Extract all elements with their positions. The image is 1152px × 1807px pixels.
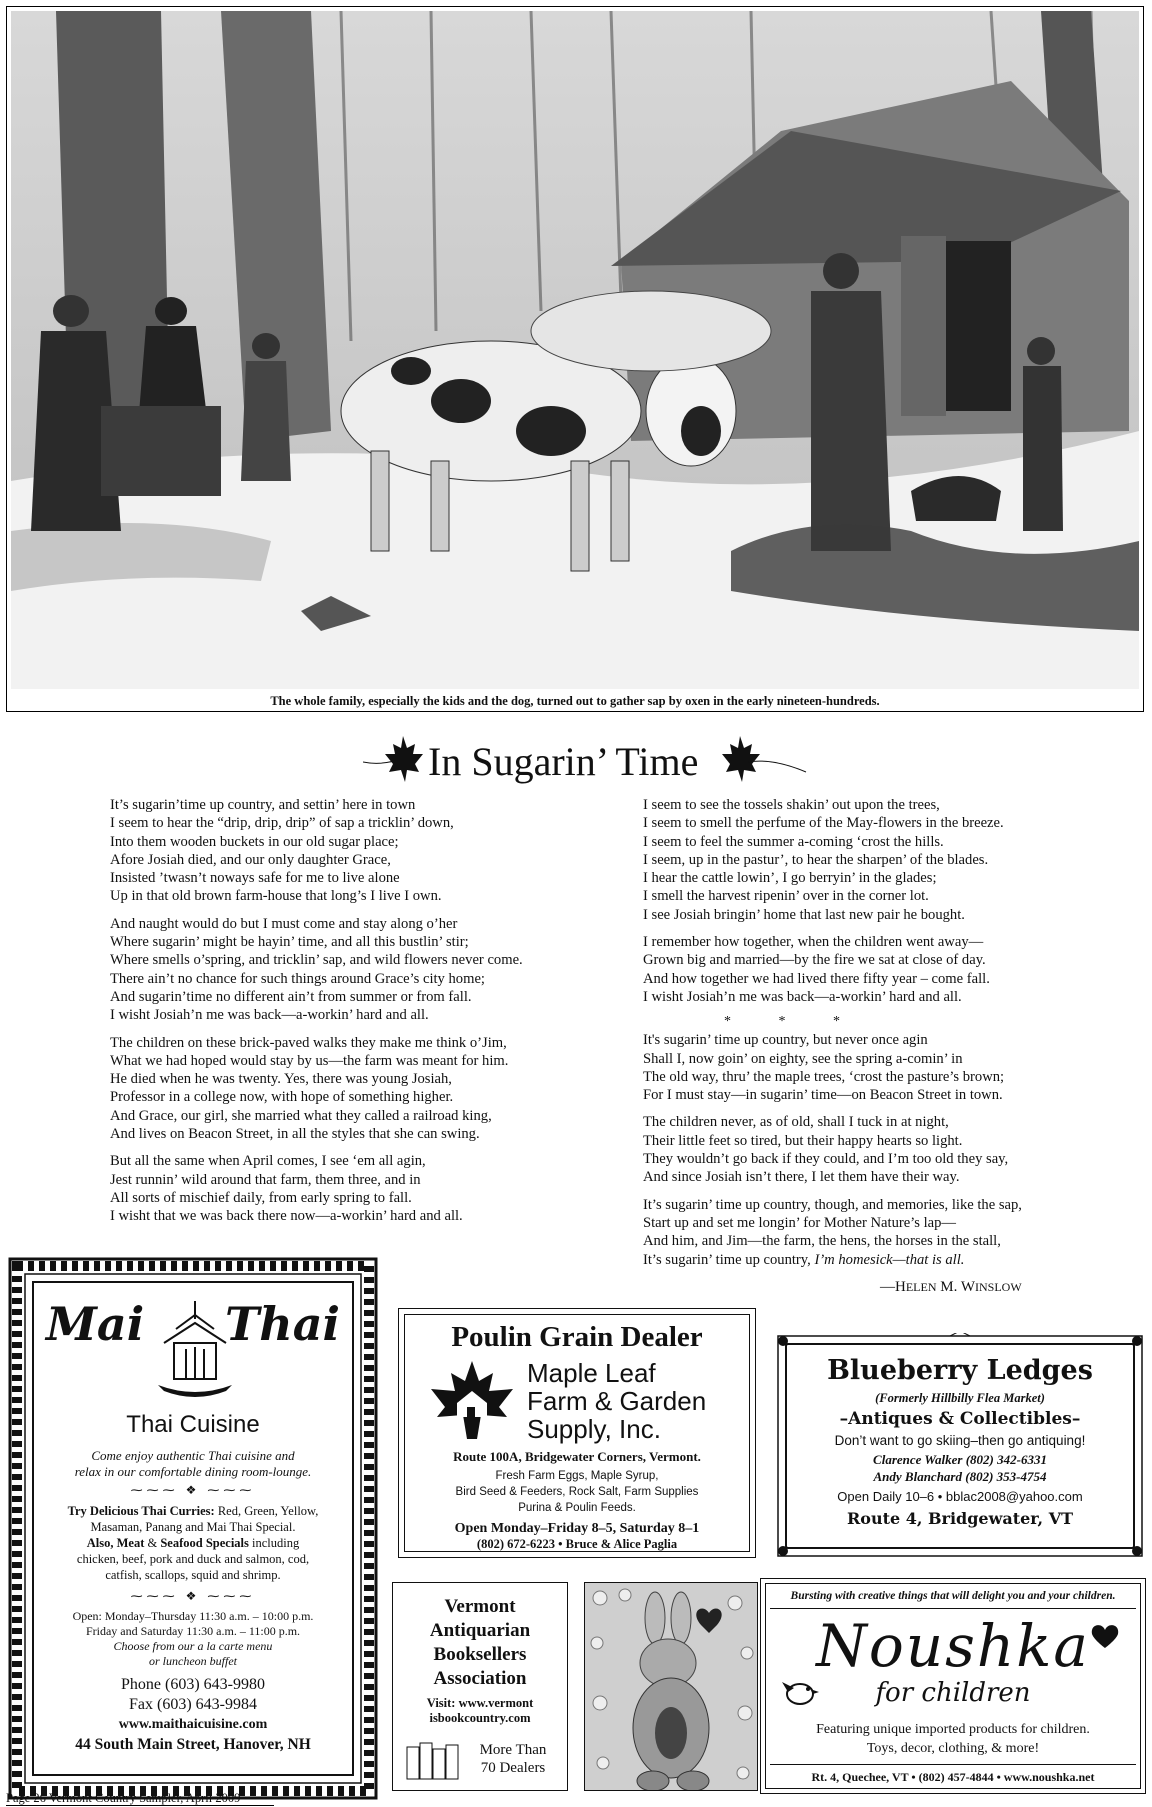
address: 44 South Main Street, Hanover, NH — [75, 1736, 311, 1753]
noushka-name: Noushka — [816, 1612, 1090, 1680]
poem-stanza — [643, 1031, 1103, 1104]
poem-line: Where smells o’spring, and tricklin’ sap, and wild flowers never come. — [110, 952, 523, 969]
desc-line: Toys, decor, clothing, & more! — [866, 1741, 1040, 1756]
farm-name-line: Supply, Inc. — [527, 1414, 661, 1444]
blueberry-tagline: Don’t want to go skiing–then go antiquing! — [834, 1433, 1086, 1448]
poem-line: Up in that old brown farm-house that long’s I live I own. — [110, 888, 442, 905]
maple-leaf-house-icon — [423, 1359, 521, 1443]
poem-line: I seem to hear the “drip, drip, drip” of sap a tricklin’ down, — [110, 815, 454, 832]
poem-title: In Sugarin’ Time — [428, 739, 699, 784]
poem-line: Afore Josiah died, and our only daughter Grace, — [110, 851, 391, 868]
dealer-line: More Than — [479, 1742, 547, 1758]
maple-leaf-icon — [718, 732, 808, 790]
blueberry-route: Route 4, Bridgewater, VT — [846, 1509, 1074, 1528]
poem-stanza — [110, 796, 630, 906]
poem-line: And lives on Beacon Street, in all the styles that she can swing. — [110, 1126, 480, 1143]
poem-stanza — [643, 933, 1103, 1006]
poulin-phone[interactable]: (802) 672-6223 • Bruce & Alice Paglia — [476, 1537, 678, 1551]
poem-line: I see Josiah bringin’ home that last new pair he bought. — [643, 906, 965, 923]
temple-icon — [136, 1299, 254, 1409]
poem-line: Grown big and married—by the fire we sat at close of day. — [643, 952, 986, 969]
divider-ornament: ⁓⁓⁓ ❖ ⁓⁓⁓ — [130, 1483, 256, 1497]
vaba-visit-line: isbookcountry.com — [429, 1711, 531, 1725]
mai-thai-subtitle: Thai Cuisine — [126, 1411, 260, 1438]
vaba-name-line: Vermont — [444, 1596, 516, 1617]
poem-line: The children on these brick-paved walks they make me think o’Jim, — [110, 1034, 507, 1051]
poem-column-right — [643, 796, 1103, 1278]
mai-thai-name-left: Mai — [46, 1297, 145, 1351]
poem-line: Where sugarin’ might be hayin’ time, and all this bustlin’ stir; — [110, 934, 469, 951]
vaba-name — [393, 1595, 567, 1691]
poem-line: I wisht Josiah’n me was back—a-workin’ hard and all. — [643, 988, 962, 1005]
poem-stanza — [643, 1113, 1103, 1186]
vaba-visit[interactable] — [393, 1696, 567, 1726]
photo-illustration — [11, 11, 1139, 689]
crochet-bunny-image — [584, 1582, 758, 1791]
noushka-description — [766, 1720, 1140, 1758]
maple-leaf-icon — [363, 732, 433, 790]
poem-line: I smell the harvest ripenin’ over in the corner lot. — [643, 888, 929, 905]
poem-line: It’s sugarin’ time up country, though, and memories, like the sap, — [643, 1196, 1022, 1213]
poem-line: The children never, as of old, shall I tuck in at night, — [643, 1114, 949, 1131]
poem-line: They wouldn’t go back if they could, and I’m too old they say, — [643, 1151, 1009, 1168]
poem-stanzas-b — [643, 1031, 1103, 1186]
menu-bold: Also, Meat — [86, 1536, 145, 1550]
blueberry-title: Blueberry Ledges — [827, 1355, 1093, 1386]
contact-line[interactable]: Clarence Walker (802) 342-6331 — [873, 1452, 1047, 1467]
hours-line: Choose from our a la carte menu — [113, 1639, 273, 1653]
divider-ornament: ⁓⁓⁓ ❖ ⁓⁓⁓ — [130, 1589, 256, 1603]
poulin-route: Route 100A, Bridgewater Corners, Vermont. — [453, 1449, 701, 1464]
poem-line: It’s sugarin’time up country, and settin’ here in town — [110, 797, 416, 813]
phone-number[interactable]: Phone (603) 643-9980 — [121, 1676, 265, 1693]
poem-line: I seem, up in the pastur’, to hear the sharpen’ of the blades. — [643, 851, 989, 868]
blueberry-contacts — [787, 1451, 1133, 1485]
menu-line: catfish, scallops, squid and shrimp. — [105, 1568, 281, 1582]
poem-stanza — [110, 915, 630, 1025]
poem-line: And Grace, our girl, she married what they called a railroad king, — [110, 1107, 492, 1124]
desc-line: Featuring unique imported products for children. — [816, 1722, 1090, 1737]
farm-name-line: Maple Leaf — [527, 1358, 656, 1388]
poem-line: What we had hoped would stay by us—the farm was meant for him. — [110, 1052, 509, 1069]
poem-stanza — [643, 796, 1103, 924]
poem-line: I wisht Josiah’n me was back—a-workin’ hard and all. — [110, 1007, 429, 1024]
poem-line: Jest runnin’ wild around that farm, them three, and in — [110, 1171, 421, 1188]
page-footer: Page 26 Vermont Country Sampler, April 2009 — [6, 1791, 241, 1805]
farm-name-line: Farm & Garden — [527, 1386, 707, 1416]
noushka-for-children: for children — [875, 1678, 1031, 1708]
menu-line: Masaman, Panang and Mai Thai Special. — [90, 1520, 296, 1534]
poem-line: It's sugarin’ time up country, but never once agin — [643, 1032, 928, 1049]
hours-line: Open: Monday–Thursday 11:30 a.m. – 10:00 p.m. — [72, 1609, 314, 1623]
vaba-name-line: Association — [433, 1668, 527, 1689]
author-middle: M. W — [936, 1279, 975, 1295]
bunny-illustration — [585, 1583, 758, 1791]
menu-text: Red, Green, Yellow, — [214, 1504, 319, 1518]
author-initial: H — [895, 1279, 906, 1295]
menu-text: & — [144, 1536, 161, 1550]
poem-line: Insisted ’twasn’t noways safe for me to live alone — [110, 870, 400, 887]
heart-icon — [1090, 1622, 1120, 1650]
noushka-tagline: Bursting with creative things that will delight you and your children. — [790, 1590, 1116, 1602]
hours-line: or luncheon buffet — [149, 1654, 237, 1668]
mai-thai-intro — [34, 1448, 352, 1480]
poem-line: There ain’t no chance for such things around Grace’s city home; — [110, 970, 485, 987]
menu-line: chicken, beef, pork and duck and salmon, cod, — [76, 1552, 310, 1566]
poem-line: I seem to feel the summer a-coming ‘crost the hills. — [643, 833, 944, 850]
mai-thai-name-right: Thai — [225, 1297, 340, 1351]
vermont-antiquarian-ad[interactable] — [392, 1582, 568, 1791]
poulin-title: Poulin Grain Dealer — [451, 1321, 703, 1353]
photo-caption: The whole family, especially the kids and the dog, turned out to gather sap by oxen in the early nineteen-hundreds. — [270, 694, 880, 708]
poem-line: All sorts of mischief daily, from early spring to fall. — [110, 1189, 412, 1206]
poem-line: I wisht that we was back there now—a-workin’ hard and all. — [110, 1208, 463, 1225]
vaba-name-line: Antiquarian — [429, 1620, 531, 1641]
intro-line: Come enjoy authentic Thai cuisine and — [91, 1448, 295, 1463]
dealer-line: 70 Dealers — [480, 1760, 546, 1776]
books-icon — [403, 1741, 463, 1781]
contact-line[interactable]: Andy Blanchard (802) 353-4754 — [873, 1469, 1047, 1484]
author-dash: — — [880, 1279, 895, 1295]
poem-line: Start up and set me longin’ for Mother Nature’s lap— — [643, 1214, 957, 1231]
blueberry-ledges-ad[interactable] — [775, 1333, 1145, 1559]
intro-line: relax in our comfortable dining room-lounge. — [74, 1464, 312, 1479]
poem-line: The old way, thru’ the maple trees, ‘crost the pasture’s brown; — [643, 1068, 1005, 1085]
vaba-dealers — [463, 1741, 563, 1777]
noushka-ad[interactable] — [760, 1578, 1146, 1794]
poulin-grain-ad[interactable] — [398, 1308, 756, 1558]
hours-line: Friday and Saturday 11:30 a.m. – 11:00 p.m. — [85, 1624, 301, 1638]
poem-line: And since Josiah isn’t there, I let them have their way. — [643, 1169, 960, 1186]
poem-author — [880, 1279, 1022, 1296]
vaba-name-line: Booksellers — [433, 1644, 527, 1665]
item-line: Bird Seed & Feeders, Rock Salt, Farm Supplies — [455, 1486, 699, 1498]
poulin-items — [405, 1468, 749, 1516]
poulin-inner — [404, 1314, 750, 1552]
poulin-farm-name — [527, 1359, 706, 1443]
poem-line-start: It’s sugarin’ time up country, — [643, 1251, 815, 1268]
poem-line: Into them wooden buckets in our old sugar place; — [110, 833, 399, 850]
divider — [770, 1764, 1136, 1765]
menu-line — [34, 1535, 352, 1551]
poem-line: Shall I, now goin’ on eighty, see the spring a-comin’ in — [643, 1050, 963, 1067]
poem-column-left — [110, 796, 630, 1235]
website-link[interactable]: www.maithaicuisine.com — [118, 1717, 268, 1732]
mai-thai-menu-text — [34, 1503, 352, 1583]
author-smallcaps: ELEN — [905, 1280, 937, 1294]
poulin-hours: Open Monday–Friday 8–5, Saturday 8–1 — [454, 1521, 700, 1536]
poem-line: Professor in a college now, with hope of something higher. — [110, 1089, 454, 1106]
poem-line: And sugarin’time no different ain’t from summer or from fall. — [110, 988, 472, 1005]
poem-line-italic: I’m homesick—that is all. — [814, 1251, 965, 1268]
mai-thai-inner — [32, 1281, 354, 1776]
menu-bold: Try Delicious Thai Curries: — [67, 1504, 215, 1518]
poem-line: For I must stay—in sugarin’ time—on Beacon Street in town. — [643, 1087, 1003, 1104]
poem-stanza — [110, 1152, 630, 1225]
poem-line: But all the same when April comes, I see ‘em all agin, — [110, 1153, 426, 1170]
author-smallcaps: INSLOW — [974, 1280, 1022, 1294]
poem-stanzas-a — [643, 796, 1103, 1006]
poem-line — [643, 1251, 1103, 1269]
poem-line: I hear the cattle lowin’, I go berryin’ in the glades; — [643, 870, 937, 887]
menu-bold: Seafood Specials — [160, 1536, 249, 1550]
stanza-separator: * * * — [724, 1014, 862, 1030]
poem-line: And him, and Jim—the farm, the hens, the horses in the stall, — [643, 1233, 1001, 1250]
poem-line: I remember how together, when the children went away— — [643, 934, 984, 951]
footer-rule — [6, 1805, 274, 1806]
noushka-contact[interactable]: Rt. 4, Quechee, VT • (802) 457-4844 • www.noushka.net — [811, 1770, 1095, 1784]
poem-line: And naught would do but I must come and stay along o’her — [110, 915, 458, 932]
item-line: Purina & Poulin Feeds. — [518, 1502, 636, 1514]
blueberry-formerly: (Formerly Hillbilly Flea Market) — [875, 1391, 1045, 1405]
fax-number: Fax (603) 643-9984 — [129, 1696, 257, 1713]
item-line: Fresh Farm Eggs, Maple Syrup, — [495, 1470, 659, 1482]
poem-line: And how together we had lived there fifty year – come fall. — [643, 970, 990, 987]
mai-thai-ad[interactable] — [8, 1257, 378, 1800]
poem-line: He died when he was twenty. Yes, there was young Josiah, — [110, 1071, 452, 1088]
menu-text: including — [248, 1536, 300, 1550]
blueberry-antiques: –Antiques & Collectibles– — [839, 1409, 1081, 1429]
mai-thai-contact — [34, 1675, 352, 1755]
poem-stanza — [110, 1034, 630, 1144]
divider — [770, 1608, 1136, 1609]
sugaring-photo — [11, 11, 1139, 689]
poem-line: Their little feet so tired, but their happy hearts so light. — [643, 1132, 963, 1149]
vaba-visit-line: Visit: www.vermont — [426, 1696, 534, 1710]
blueberry-inner — [785, 1343, 1135, 1549]
mai-thai-hours — [34, 1609, 352, 1669]
poem-line: I seem to smell the perfume of the May-flowers in the breeze. — [643, 815, 1004, 832]
noushka-inner — [765, 1583, 1141, 1789]
poem-last-stanza — [643, 1196, 1103, 1269]
blueberry-open: Open Daily 10–6 • bblac2008@yahoo.com — [837, 1489, 1083, 1504]
menu-line — [34, 1503, 352, 1519]
poem-line: I seem to see the tossels shakin’ out upon the trees, — [643, 797, 940, 813]
